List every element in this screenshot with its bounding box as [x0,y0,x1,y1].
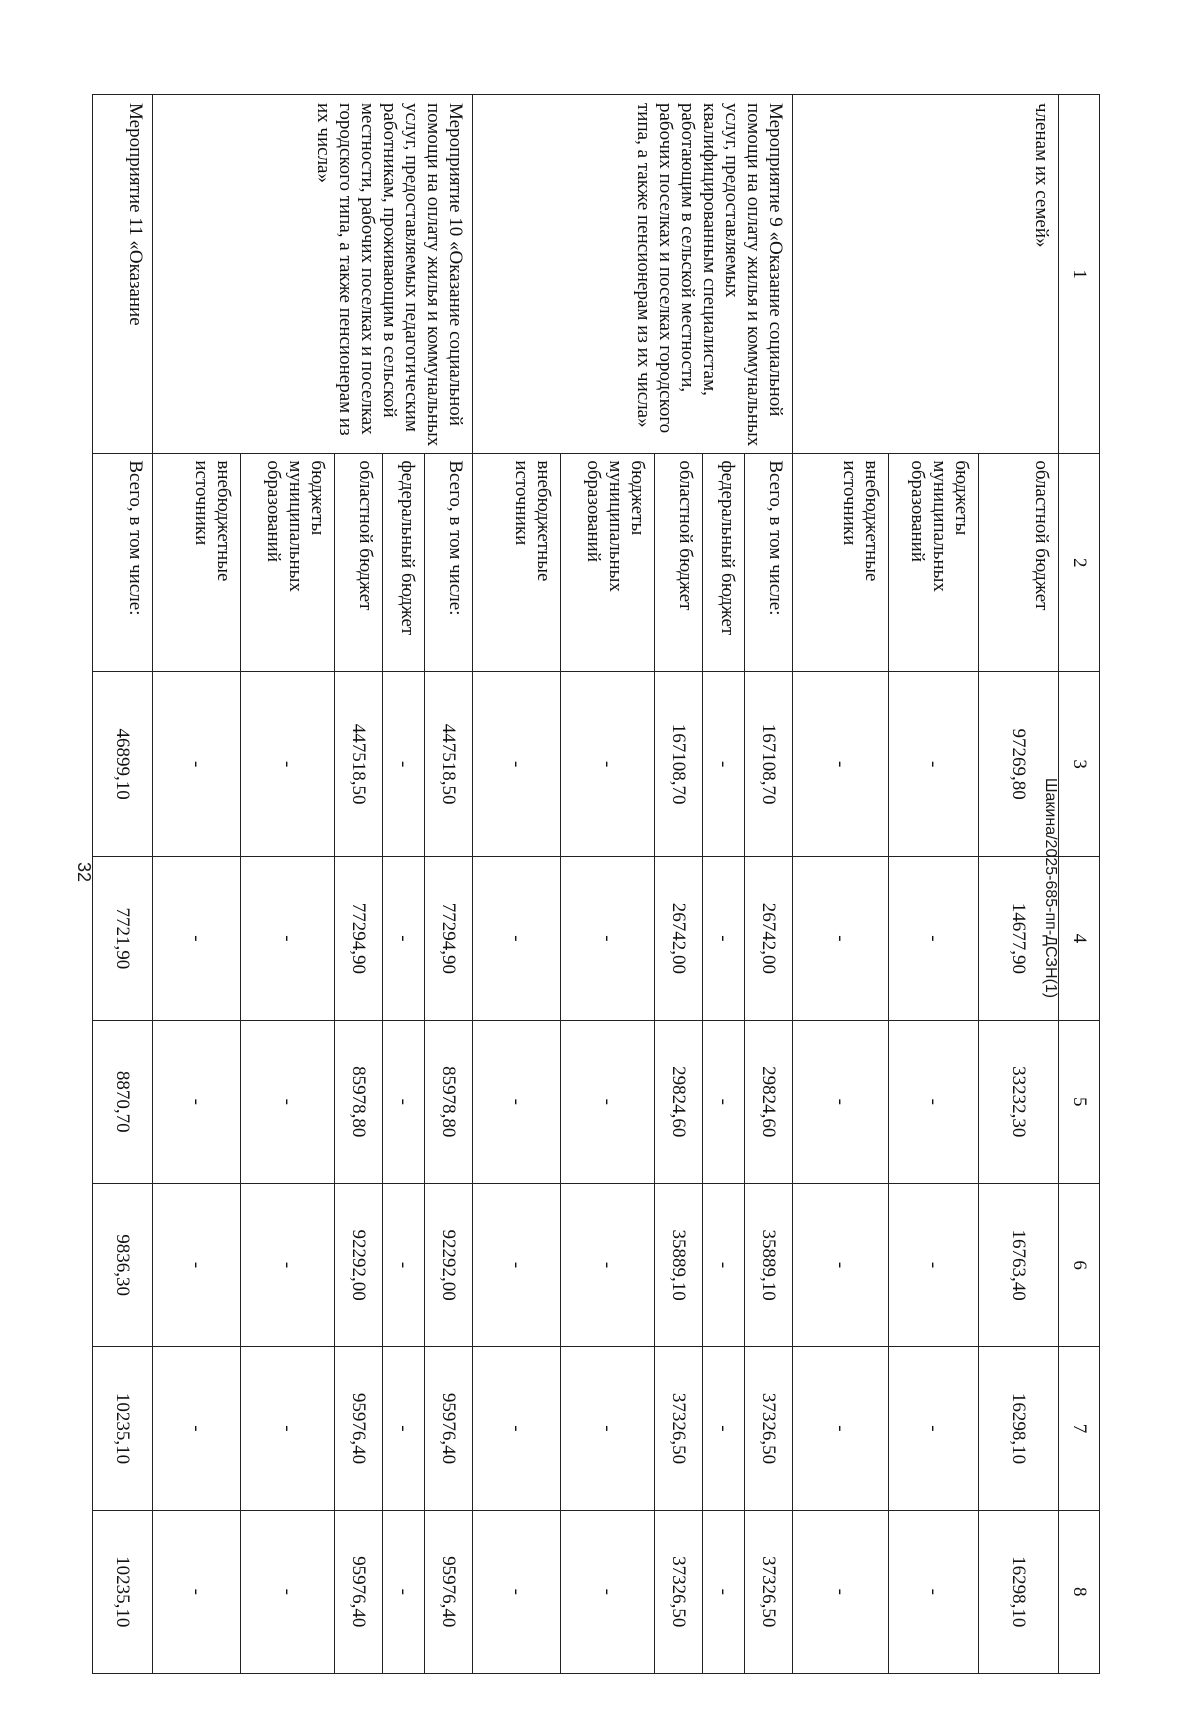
value-cell: - [383,1020,425,1183]
value-cell: - [473,1347,561,1510]
value-cell: - [561,1510,655,1673]
column-header: 6 [1059,1183,1100,1346]
funding-source: областной бюджет [335,454,383,672]
value-cell: 7721,90 [93,857,153,1020]
value-cell: - [889,672,979,857]
value-cell: - [241,1347,335,1510]
value-cell: - [889,857,979,1020]
value-cell: - [561,672,655,857]
value-cell: - [793,1020,889,1183]
value-cell: - [561,1183,655,1346]
value-cell: 37326,50 [655,1347,703,1510]
value-cell: - [241,857,335,1020]
funding-source: внебюджетные источники [793,454,889,672]
value-cell: - [473,1020,561,1183]
column-header: 2 [1059,454,1100,672]
funding-source: федеральный бюджет [383,454,425,672]
column-header: 4 [1059,857,1100,1020]
column-header: 5 [1059,1020,1100,1183]
value-cell: - [241,672,335,857]
funding-source: внебюджетные источники [473,454,561,672]
value-cell: 35889,10 [745,1183,793,1346]
value-cell: - [473,1510,561,1673]
table-row [425,95,473,1674]
value-cell: 26742,00 [655,857,703,1020]
header-row [1059,95,1100,1674]
value-cell: - [153,1347,241,1510]
value-cell: 95976,40 [425,1510,473,1673]
value-cell: - [561,857,655,1020]
value-cell: 95976,40 [335,1347,383,1510]
value-cell: 46899,10 [93,672,153,857]
value-cell: 97269,80 [979,672,1059,857]
value-cell: - [383,1183,425,1346]
value-cell: - [703,857,745,1020]
value-cell: 92292,00 [335,1183,383,1346]
value-cell: - [889,1510,979,1673]
value-cell: 167108,70 [655,672,703,857]
table-wrapper [112,94,1100,1674]
funding-source: Всего, в том числе: [425,454,473,672]
funding-source: Всего, в том числе: [93,454,153,672]
value-cell: - [153,672,241,857]
value-cell: - [889,1020,979,1183]
measure-description: членам их семей» [793,95,1059,454]
value-cell: - [153,1510,241,1673]
table-row [93,95,153,1674]
column-header: 7 [1059,1347,1100,1510]
value-cell: 77294,90 [335,857,383,1020]
value-cell: - [241,1510,335,1673]
budget-table [92,94,1100,1674]
column-header: 8 [1059,1510,1100,1673]
value-cell: - [561,1020,655,1183]
value-cell: - [889,1183,979,1346]
measure-description: Мероприятие 9 «Оказание социальной помощи на оплату жилья и коммунальных услуг, предоставляемых квалифицированным специалистам, работающим в сельской местности, рабочих поселках и поселках городского типа, а также пенсионерам из их числа» [473,95,793,454]
value-cell: 85978,80 [425,1020,473,1183]
value-cell: - [383,1347,425,1510]
value-cell: - [153,1020,241,1183]
value-cell: 37326,50 [745,1347,793,1510]
value-cell: - [473,857,561,1020]
value-cell: - [703,672,745,857]
value-cell: 447518,50 [425,672,473,857]
value-cell: - [473,672,561,857]
value-cell: - [383,1510,425,1673]
value-cell: - [561,1347,655,1510]
value-cell: - [793,1510,889,1673]
value-cell: 77294,90 [425,857,473,1020]
value-cell: 37326,50 [745,1510,793,1673]
funding-source: областной бюджет [979,454,1059,672]
value-cell: - [241,1020,335,1183]
value-cell: - [889,1347,979,1510]
value-cell: 16298,10 [979,1510,1059,1673]
value-cell: - [703,1347,745,1510]
value-cell: - [153,1183,241,1346]
funding-source: бюджеты муниципальных образований [889,454,979,672]
value-cell: - [793,1183,889,1346]
value-cell: 16763,40 [979,1183,1059,1346]
value-cell: 29824,60 [745,1020,793,1183]
value-cell: 33232,30 [979,1020,1059,1183]
value-cell: 167108,70 [745,672,793,857]
value-cell: 14677,90 [979,857,1059,1020]
value-cell: 8870,70 [93,1020,153,1183]
table-row [745,95,793,1674]
page-number: 32 [74,861,94,883]
value-cell: - [703,1020,745,1183]
measure-description: Мероприятие 10 «Оказание социальной помощи на оплату жилья и коммунальных услуг, предоставляемых педагогическим работникам, проживающим в сельской местности, рабочих поселках и поселках городского типа, а также пенсионерам из их числа» [153,95,473,454]
funding-source: Всего, в том числе: [745,454,793,672]
column-header: 3 [1059,672,1100,857]
value-cell: 9836,30 [93,1183,153,1346]
value-cell: 10235,10 [93,1347,153,1510]
value-cell: - [793,672,889,857]
funding-source: федеральный бюджет [703,454,745,672]
value-cell: 37326,50 [655,1510,703,1673]
value-cell: - [383,857,425,1020]
value-cell: - [793,1347,889,1510]
value-cell: - [793,857,889,1020]
column-header: 1 [1059,95,1100,454]
value-cell: - [383,672,425,857]
value-cell: 10235,10 [93,1510,153,1673]
value-cell: 85978,80 [335,1020,383,1183]
value-cell: 16298,10 [979,1347,1059,1510]
value-cell: 35889,10 [655,1183,703,1346]
value-cell: 26742,00 [745,857,793,1020]
measure-description: Мероприятие 11 «Оказание [93,95,153,454]
value-cell: - [153,857,241,1020]
value-cell: - [241,1183,335,1346]
funding-source: областной бюджет [655,454,703,672]
funding-source: внебюджетные источники [153,454,241,672]
document-code: Шакина/2025-685-пп-ДСЗН(1) [1042,777,1059,999]
funding-source: бюджеты муниципальных образований [241,454,335,672]
value-cell: 29824,60 [655,1020,703,1183]
value-cell: - [703,1183,745,1346]
value-cell: 95976,40 [335,1510,383,1673]
funding-source: бюджеты муниципальных образований [561,454,655,672]
value-cell: 92292,00 [425,1183,473,1346]
value-cell: 447518,50 [335,672,383,857]
value-cell: 95976,40 [425,1347,473,1510]
value-cell: - [473,1183,561,1346]
value-cell: - [703,1510,745,1673]
